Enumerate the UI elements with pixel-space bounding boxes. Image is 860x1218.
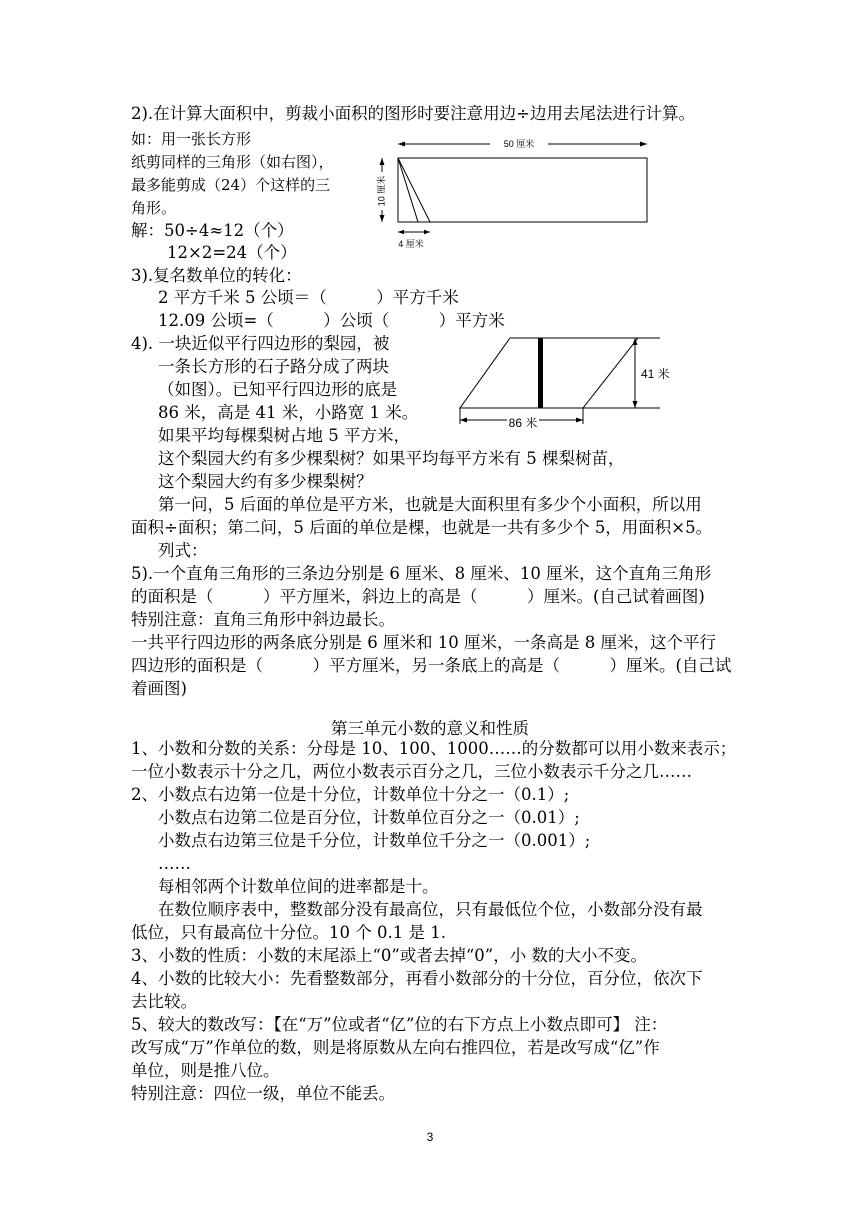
section4-line-7: 这个梨园大约有多少棵梨树？ (158, 472, 373, 491)
unit3-p2-line-1: 2、小数点右边第一位是十分位，计数单位十分之一（0.1）; (131, 785, 570, 804)
unit3-p3: 3、小数的性质：小数的末尾添上“0”或者去掉“0”，小 数的大小不变。 (131, 946, 647, 965)
example-line-2: 纸剪同样的三角形（如右图）， (131, 153, 334, 171)
section3-question-1: 2 平方千米 5 公顷＝（ ）平方千米 (158, 288, 459, 307)
section5-line-1: 5).一个直角三角形的三条边分别是 6 厘米、8 厘米、10 厘米，这个直角三角形 (131, 564, 712, 583)
base-label: 86 米 (508, 416, 538, 430)
section5-line-4: 一共平行四边形的两条底分别是 6 厘米和 10 厘米，一条高是 8 厘米，这个平行 (131, 633, 716, 652)
unit3-p5-note: 特别注意：四位一级，单位不能丢。 (131, 1084, 395, 1103)
section4-line-4: 86 米，高是 41 米，小路宽 1 米。 (158, 403, 419, 422)
unit3-p4-line-1: 4、小数的比较大小：先看整数部分，再看小数部分的十分位，百分位，依次下 (131, 969, 703, 988)
section5-note: 特别注意：直角三角形中斜边最长。 (131, 610, 395, 629)
parallelogram-orchard-figure (455, 328, 675, 438)
unit3-p1-line-1: 1、小数和分数的关系：分母是 10、100、1000……的分数都可以用小数来表示； (131, 739, 737, 758)
section4-line-2: 一条长方形的石子路分成了两块 (158, 357, 389, 376)
rectangle-triangle-figure (360, 132, 660, 256)
unit3-p5-line-3: 单位，则是推八位。 (131, 1061, 280, 1080)
section4-line-8: 第一问，5 后面的单位是平方米，也就是大面积里有多少个小面积，所以用 (158, 495, 702, 514)
section4-line-6: 这个梨园大约有多少棵梨树？如果平均每平方米有 5 棵梨树苗， (158, 449, 625, 468)
unit3-title: 第三单元小数的意义和性质 (331, 719, 529, 738)
page-number: 3 (426, 1130, 434, 1144)
unit3-p2-line-2: 小数点右边第二位是百分位，计数单位百分之一（0.01）; (158, 808, 580, 827)
example-line-4: 角形。 (131, 199, 177, 217)
base-arrow-right (576, 418, 583, 423)
paper-rectangle (398, 158, 647, 222)
section4-line-9: 面积÷面积；第二问，5 后面的单位是棵，也就是一共有多少个 5，用面积×5。 (131, 518, 713, 537)
section5-line-6: 着画图) (131, 679, 187, 698)
section4-line-1: 4). 一块近似平行四边形的梨园，被 (131, 334, 390, 353)
section2-heading: 2).在计算大面积中，剪裁小面积的图形时要注意用边÷边用去尾法进行计算。 (131, 104, 696, 123)
height-arrow-bottom (633, 401, 638, 408)
side-dimension-label: 10 厘米 (376, 175, 387, 207)
unit3-p2-ellipsis: …… (158, 854, 191, 873)
unit3-p2-line-6: 在数位顺序表中，整数部分没有最高位，只有最低位个位，小数部分没有最 (158, 900, 703, 919)
unit3-p2-rate: 每相邻两个计数单位间的进率都是十。 (158, 877, 439, 896)
unit3-p2-line-7: 低位，只有最高位十分位。10 个 0.1 是 1. (131, 923, 446, 942)
side-arrow-bottom (380, 215, 385, 222)
unit3-p4-line-2: 去比较。 (131, 992, 197, 1011)
stone-path (538, 338, 543, 408)
section4-line-5: 如果平均每棵梨树占地 5 平方米， (158, 426, 410, 445)
base-arrow-left (460, 418, 467, 423)
top-arrow-left (398, 142, 405, 147)
solution-line-2: 12×2=24（个） (167, 243, 297, 262)
section4-line-3: （如图）。已知平行四边形的底是 (158, 380, 398, 399)
parallelogram-outline (460, 338, 638, 408)
triangle-cut-line-2 (398, 158, 430, 222)
solution-line-1: 解：50÷4≈12（个） (131, 221, 294, 240)
section5-line-5: 四边形的面积是（ ）平方厘米，另一条底上的高是（ ）厘米。(自己试 (131, 656, 732, 675)
triangle-cut-line-1 (398, 158, 418, 222)
side-arrow-top (380, 158, 385, 165)
height-label: 41 米 (641, 367, 670, 381)
section3-question-2: 12.09 公顷=（ ）公顷（ ）平方米 (158, 311, 505, 330)
example-line-3: 最多能剪成（24）个这样的三 (131, 176, 331, 194)
bottom-arrow-left (398, 230, 404, 234)
unit3-p2-line-3: 小数点右边第三位是千分位，计数单位千分之一（0.001）; (158, 831, 591, 850)
unit3-p5-line-2: 改写成“万”作单位的数，则是将原数从左向右推四位，若是改写成“亿”作 (131, 1038, 660, 1057)
section3-heading: 3).复名数单位的转化： (131, 266, 302, 285)
section4-formula-label: 列式： (158, 541, 208, 560)
example-line-1: 如：用一张长方形 (131, 130, 252, 148)
section5-line-2: 的面积是（ ）平方厘米，斜边上的高是（ ）厘米。(自己试着画图) (131, 587, 705, 606)
unit3-p5-line-1: 5、较大的数改写：【在“万”位或者“亿”位的右下方点上小数点即可】 注： (131, 1015, 668, 1034)
bottom-dimension-label: 4 厘米 (398, 239, 424, 249)
top-arrow-right (640, 142, 647, 147)
unit3-p1-line-2: 一位小数表示十分之几，两位小数表示百分之几，三位小数表示千分之几…… (131, 762, 692, 781)
top-dimension-label: 50 厘米 (503, 139, 535, 149)
bottom-arrow-right (424, 230, 430, 234)
